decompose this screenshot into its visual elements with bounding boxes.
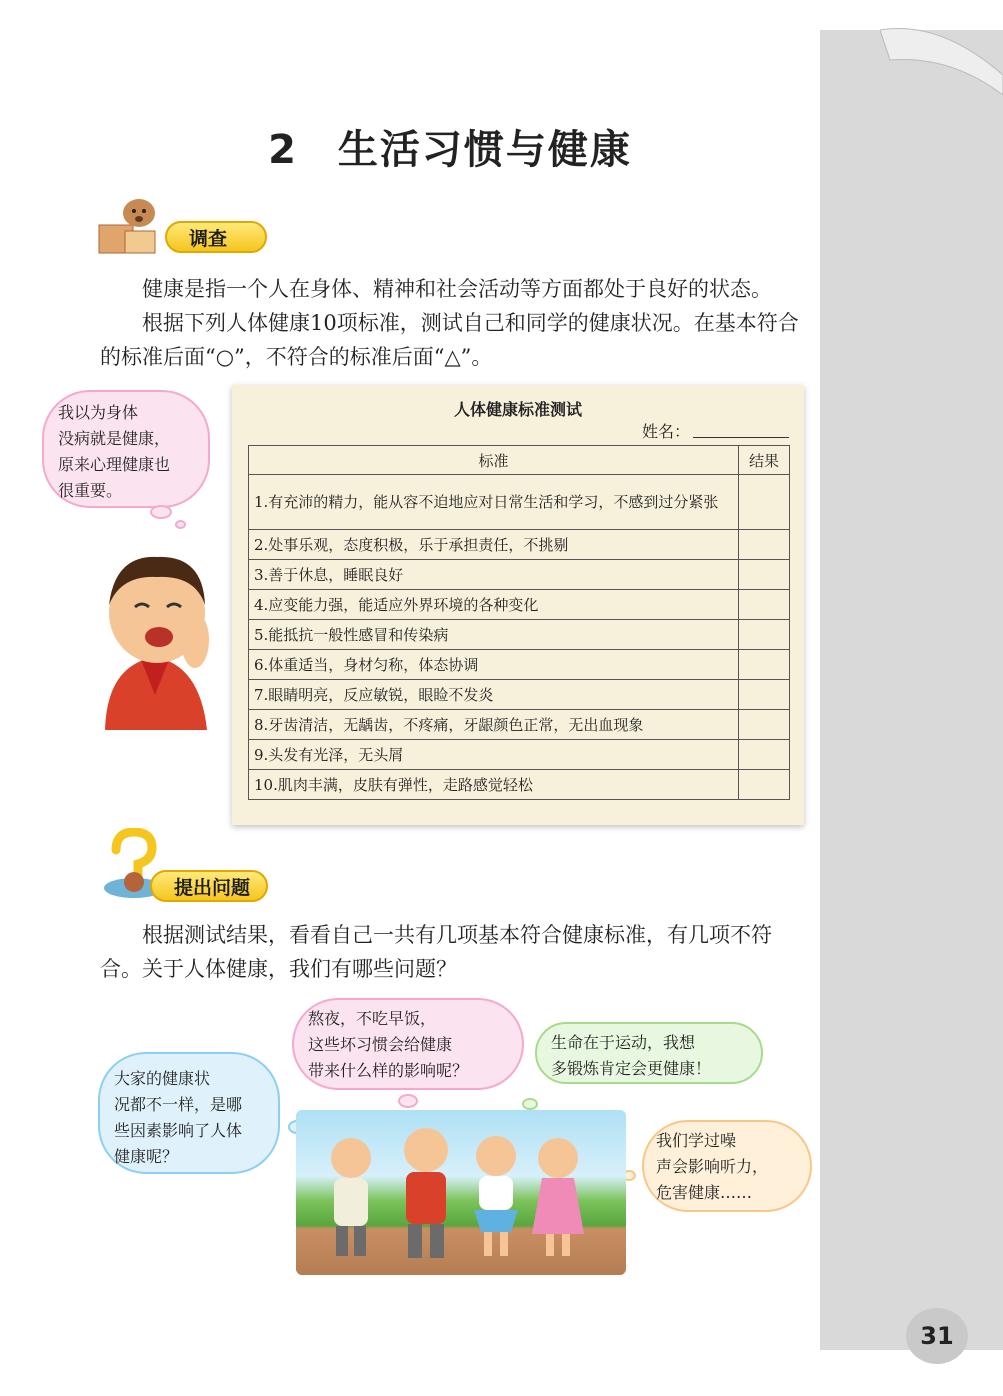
question-text-2: 关于人体健康，我们有哪些问题？: [142, 957, 457, 981]
table-title: 人体健康标准测试: [453, 400, 582, 419]
lesson-number: 2: [268, 127, 298, 173]
question-section-label: 提出问题: [150, 870, 268, 902]
page-number: 31: [906, 1308, 968, 1364]
result-cell[interactable]: [739, 680, 790, 710]
dog-reading-icon: [95, 195, 170, 260]
result-cell[interactable]: [739, 710, 790, 740]
children-figures: [296, 1110, 626, 1275]
standard-cell: 9.头发有光泽，无头屑: [249, 740, 739, 770]
health-test-card: [232, 385, 804, 825]
middle-speech-bubble: 熬夜，不吃早饭， 这些坏习惯会给健康 带来什么样的影响呢？: [292, 998, 524, 1090]
table-row: [249, 710, 790, 740]
intro-text-1: 健康是指一个人在身体、精神和社会活动等方面都处于良好的状态。: [142, 277, 772, 301]
page-curl-graphic: [880, 20, 1003, 95]
table-row: [249, 770, 790, 800]
thought-dot: [522, 1098, 538, 1110]
result-cell[interactable]: [739, 475, 790, 530]
question-paragraph-2: [100, 952, 810, 986]
page-margin-strip: [820, 30, 1003, 1350]
result-cell[interactable]: [739, 740, 790, 770]
col-standard-header: 标准: [249, 446, 739, 475]
thought-dot: [175, 520, 186, 529]
children-scene-illustration: [296, 1110, 626, 1275]
thought-dot: [398, 1094, 418, 1108]
table-row: [249, 475, 790, 530]
right-speech-bubble: 我们学过噪 声会影响听力， 危害健康……: [642, 1120, 812, 1212]
col-result-header: 结果: [739, 446, 790, 475]
table-row: [249, 530, 790, 560]
standard-cell: 1.有充沛的精力，能从容不迫地应对日常生活和学习，不感到过分紧张: [249, 475, 739, 530]
name-label: 姓名：: [642, 422, 691, 441]
standard-cell: 2.处事乐观，态度积极，乐于承担责任，不挑剔: [249, 530, 739, 560]
table-row: [249, 620, 790, 650]
boy-illustration: [95, 545, 220, 730]
result-cell[interactable]: [739, 530, 790, 560]
standard-cell: 4.应变能力强，能适应外界环境的各种变化: [249, 590, 739, 620]
result-cell[interactable]: [739, 560, 790, 590]
result-cell[interactable]: [739, 590, 790, 620]
green-speech-bubble: 生命在于运动，我想 多锻炼肯定会更健康！: [535, 1022, 763, 1084]
table-row: [249, 590, 790, 620]
lesson-title-text: 生活习惯与健康: [337, 127, 632, 173]
boy-speech-bubble: 我以为身体 没病就是健康， 原来心理健康也 很重要。: [42, 390, 210, 508]
standard-cell: 10.肌肉丰满，皮肤有弹性，走路感觉轻松: [249, 770, 739, 800]
result-cell[interactable]: [739, 620, 790, 650]
standard-cell: 7.眼睛明亮，反应敏锐，眼睑不发炎: [249, 680, 739, 710]
lesson-title: [0, 118, 900, 175]
table-row: [249, 740, 790, 770]
result-cell[interactable]: [739, 770, 790, 800]
thought-dot: [150, 505, 172, 519]
standard-cell: 8.牙齿清洁，无龋齿，不疼痛，牙龈颜色正常，无出血现象: [249, 710, 739, 740]
result-cell[interactable]: [739, 650, 790, 680]
intro-paragraph-2: [100, 306, 810, 374]
standard-cell: 5.能抵抗一般性感冒和传染病: [249, 620, 739, 650]
table-row: [249, 560, 790, 590]
left-speech-bubble: 大家的健康状 况都不一样，是哪 些因素影响了人体 健康呢？: [98, 1052, 280, 1174]
intro-paragraph-1: [100, 272, 810, 306]
table-row: [249, 650, 790, 680]
standard-cell: 3.善于休息，睡眠良好: [249, 560, 739, 590]
standard-cell: 6.体重适当，身材匀称，体态协调: [249, 650, 739, 680]
survey-section-label: 调查: [165, 221, 267, 253]
table-row: [249, 680, 790, 710]
health-standard-table: [248, 445, 790, 800]
intro-text-2: 根据下列人体健康10项标准，测试自己和同学的健康状况。在基本符合的标准后面“○”，不符合的标准后面“△”。: [100, 311, 799, 369]
question-text-1: 根据测试结果，看看自己一共有几项基本符合健康标准，有几项不符合。: [100, 923, 772, 981]
name-blank-line[interactable]: [693, 437, 789, 438]
